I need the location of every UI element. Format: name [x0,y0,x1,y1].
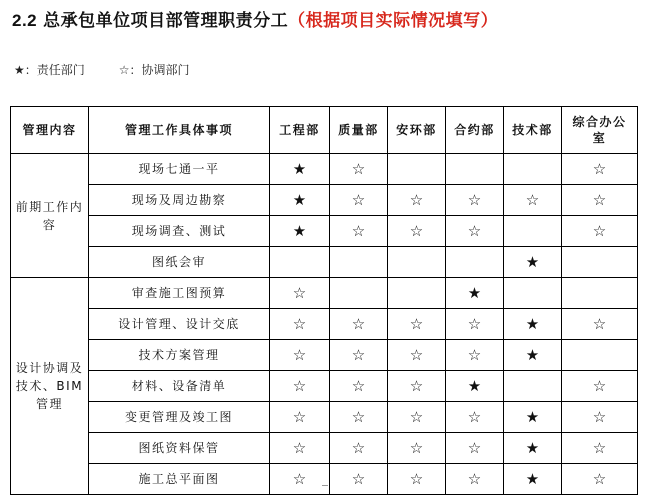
coordinate-star-icon: ☆ [330,464,388,495]
item-cell: 现场调查、测试 [89,216,270,247]
coordinate-star-icon: ☆ [270,278,330,309]
item-cell: 图纸资料保管 [89,433,270,464]
responsible-star-icon: ★ [504,247,562,278]
item-cell: 技术方案管理 [89,340,270,371]
coordinate-star-icon: ☆ [330,154,388,185]
section-title: 总承包单位项目部管理职责分工 [43,11,289,31]
header-engineering-dept: 工程部 [270,107,330,154]
coordinate-star-icon: ☆ [330,371,388,402]
item-cell: 审查施工图预算 [89,278,270,309]
legend-primary-label: ：责任部门 [24,63,85,77]
coordinate-star-icon: ☆ [446,464,504,495]
item-cell: 图纸会审 [89,247,270,278]
empty-cell [504,216,562,247]
coordinate-star-icon: ☆ [330,216,388,247]
empty-cell [446,247,504,278]
table-row [11,278,638,309]
table-row [11,216,638,247]
coordinate-star-icon: ☆ [388,309,446,340]
page-divider [322,485,328,490]
empty-cell [504,278,562,309]
coordinate-star-icon: ☆ [446,433,504,464]
section-heading [12,6,498,31]
coordinate-star-icon: ☆ [330,402,388,433]
coordinate-star-icon: ☆ [446,216,504,247]
coordinate-star-icon: ☆ [446,309,504,340]
coordinate-star-icon: ☆ [562,402,638,433]
coordinate-star-icon: ☆ [562,433,638,464]
responsibility-table [10,106,638,495]
table-row [11,185,638,216]
responsible-star-icon: ★ [270,216,330,247]
empty-cell [504,154,562,185]
item-cell: 施工总平面图 [89,464,270,495]
coordinate-star-icon: ☆ [270,464,330,495]
coordinate-star-icon: ☆ [330,340,388,371]
table-row [11,340,638,371]
empty-cell [562,278,638,309]
coordinate-star-icon: ☆ [388,371,446,402]
item-cell: 变更管理及竣工图 [89,402,270,433]
empty-cell [330,278,388,309]
coordinate-star-icon: ☆ [270,340,330,371]
section-note: （根据项目实际情况填写） [288,11,499,31]
empty-cell [562,247,638,278]
empty-cell [446,154,504,185]
header-specific-items: 管理工作具体事项 [89,107,270,154]
coordinate-star-icon: ☆ [388,433,446,464]
coordinate-star-icon: ☆ [388,402,446,433]
coordinate-star-icon: ☆ [388,185,446,216]
coordinate-star-icon: ☆ [562,309,638,340]
coordinate-star-icon: ☆ [562,371,638,402]
responsible-star-icon: ★ [504,433,562,464]
responsible-star-icon: ★ [270,185,330,216]
coordinate-star-icon: ☆ [388,216,446,247]
table-row [11,309,638,340]
item-cell: 设计管理、设计交底 [89,309,270,340]
responsible-star-icon: ★ [446,278,504,309]
legend [14,61,190,78]
coordinate-star-icon: ☆ [388,340,446,371]
header-contract-dept: 合约部 [446,107,504,154]
coordinate-star-icon: ☆ [504,185,562,216]
table-row [11,371,638,402]
responsible-star-icon: ★ [504,340,562,371]
coordinate-star-icon: ☆ [562,185,638,216]
header-safety-env-dept: 安环部 [388,107,446,154]
coordinate-star-icon: ☆ [562,216,638,247]
empty-cell [388,247,446,278]
outline-star-icon: ☆ [118,63,130,77]
empty-cell [270,247,330,278]
responsible-star-icon: ★ [504,464,562,495]
table-row [11,402,638,433]
coordinate-star-icon: ☆ [446,340,504,371]
coordinate-star-icon: ☆ [446,402,504,433]
item-cell: 材料、设备清单 [89,371,270,402]
header-general-office: 综合办公室 [562,107,638,154]
empty-cell [504,371,562,402]
coordinate-star-icon: ☆ [270,371,330,402]
table-row [11,247,638,278]
empty-cell [562,340,638,371]
coordinate-star-icon: ☆ [270,309,330,340]
coordinate-star-icon: ☆ [388,464,446,495]
coordinate-star-icon: ☆ [330,309,388,340]
header-row [11,107,638,154]
table-row [11,154,638,185]
responsible-star-icon: ★ [270,154,330,185]
empty-cell [388,154,446,185]
responsible-star-icon: ★ [504,309,562,340]
table-row [11,433,638,464]
coordinate-star-icon: ☆ [446,185,504,216]
category-cell: 设计协调及技术、BIM管理 [11,278,89,495]
empty-cell [330,247,388,278]
header-technical-dept: 技术部 [504,107,562,154]
legend-secondary-label: ：协调部门 [129,63,190,77]
item-cell: 现场及周边勘察 [89,185,270,216]
header-management-content: 管理内容 [11,107,89,154]
category-cell: 前期工作内容 [11,154,89,278]
table-body [11,154,638,495]
coordinate-star-icon: ☆ [562,154,638,185]
coordinate-star-icon: ☆ [562,464,638,495]
responsible-star-icon: ★ [446,371,504,402]
coordinate-star-icon: ☆ [270,402,330,433]
empty-cell [388,278,446,309]
item-cell: 现场七通一平 [89,154,270,185]
coordinate-star-icon: ☆ [330,433,388,464]
responsible-star-icon: ★ [504,402,562,433]
header-quality-dept: 质量部 [330,107,388,154]
coordinate-star-icon: ☆ [330,185,388,216]
section-number: 2.2 [12,11,38,30]
coordinate-star-icon: ☆ [270,433,330,464]
filled-star-icon: ★ [14,63,25,77]
